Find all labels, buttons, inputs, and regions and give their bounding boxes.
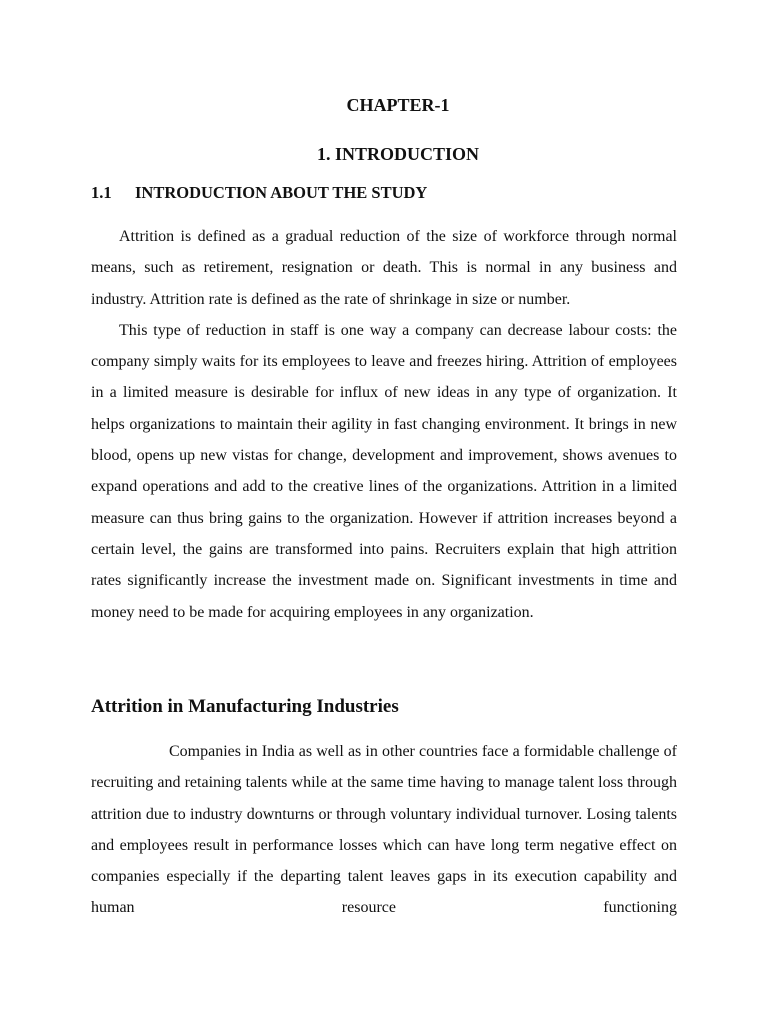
manufacturing-body — [91, 736, 677, 924]
paragraph-3: Companies in India as well as in other countries face a formidable challenge of recruiting and retaining talents while at the same time having to manage talent loss through attrition due to industry downturns or through voluntary individual turnover. Losing talents and employees result in performance losses which can have long term negative effect on companies especially if the departing talent leaves gaps in its execution capability and human resource functioning — [91, 743, 677, 917]
chapter-heading: CHAPTER-1 — [346, 95, 450, 115]
introduction-body — [91, 221, 677, 628]
paragraph-2: This type of reduction in staff is one way a company can decrease labour costs: the company simply waits for its employees to leave and freezes hiring. Attrition of employees in a limited measure is desirable for influx of new ideas in any type of organization. It helps organizations to maintain their agility in fast changing environment. It brings in new blood, opens up new vistas for change, development and improvement, shows avenues to expand operations and add to the creative lines of the organizations. Attrition in a limited measure can thus bring gains to the organization. However if attrition increases beyond a certain level, the gains are transformed into pains. Recruiters explain that high attrition rates significantly increase the investment made on. Significant investments in time and money need to be made for acquiring employees in any organization. — [91, 321, 677, 621]
paragraph-1: Attrition is defined as a gradual reduction of the size of workforce through normal means, such as retirement, resignation or death. This is normal in any business and industry. Attrition rate is defined as the rate of shrinkage in size or number. — [91, 228, 677, 308]
section-number: 1.1 — [91, 183, 112, 202]
introduction-heading: 1. INTRODUCTION — [316, 144, 480, 164]
section-heading — [91, 180, 427, 206]
subheading-manufacturing: Attrition in Manufacturing Industries — [91, 696, 399, 717]
section-title: INTRODUCTION ABOUT THE STUDY — [135, 183, 428, 202]
